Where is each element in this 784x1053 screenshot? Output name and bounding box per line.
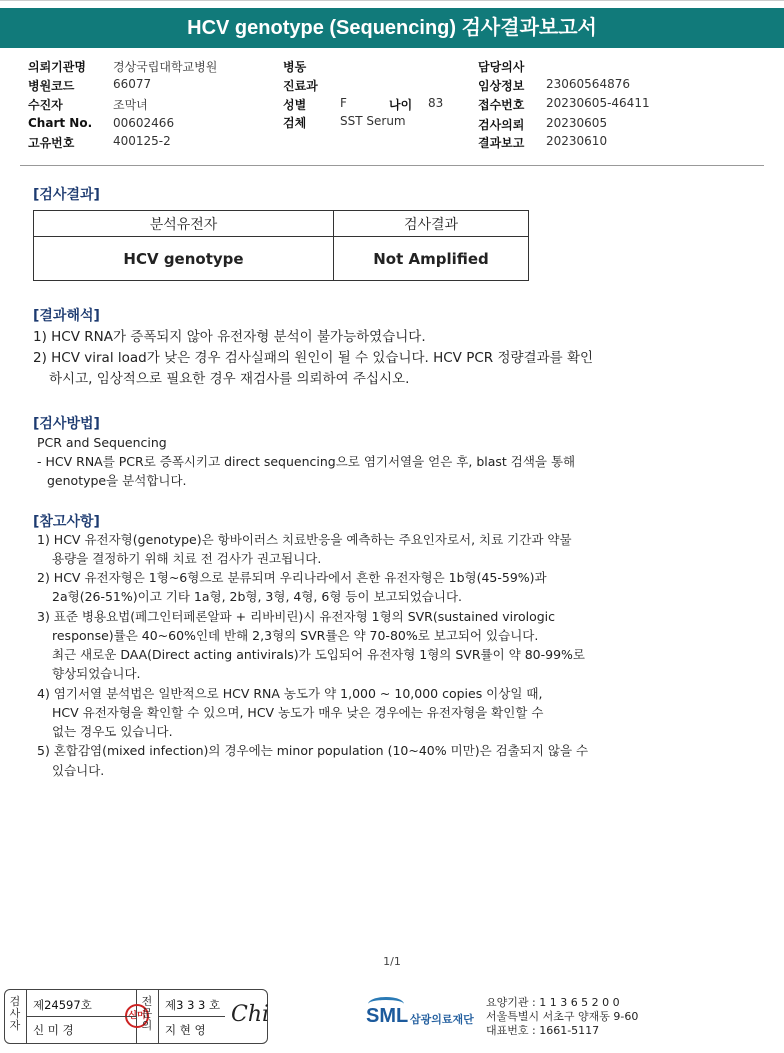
specimen-label: 검체 [283, 116, 307, 130]
examiner-label: 검사자 [9, 995, 21, 1032]
method-section-title: [검사방법] [33, 416, 100, 432]
specialist-name: 지 현 영 [165, 1023, 206, 1037]
reference-line: 3) 표준 병용요법(페그인터페론알파 + 리바비린)시 유전자형 1형의 SVR(sustained virologic [37, 609, 556, 624]
specialist-signature: Chi [231, 1002, 270, 1027]
result-section-title: [검사결과] [33, 187, 100, 203]
request-date-value: 20230605 [546, 116, 608, 130]
unique-no-value: 400125-2 [113, 134, 171, 148]
report-title: HCV genotype (Sequencing) 검사결과보고서 [0, 8, 784, 48]
method-line-1: PCR and Sequencing [37, 435, 167, 450]
reference-section-title: [참고사항] [33, 514, 100, 530]
reference-line: HCV 유전자형을 확인할 수 있으며, HCV 농도가 매우 낮은 경우에는 유전자형을 확인할 수 [52, 705, 544, 720]
gene-cell: HCV genotype [34, 237, 334, 281]
examiner-name: 신 미 경 [33, 1023, 74, 1037]
department-label: 진료과 [283, 79, 318, 93]
reference-line: 있습니다. [52, 763, 105, 778]
requesting-institution-value: 경상국립대학교병원 [113, 60, 218, 74]
top-rule [0, 0, 784, 8]
row-divider [27, 1016, 137, 1017]
reference-line: 1) HCV 유전자형(genotype)은 항바이러스 치료반응을 예측하는 주요인자로서, 치료 기간과 약물 [37, 532, 572, 547]
phone-number: 대표번호 : 1661-5117 [486, 1024, 600, 1037]
hospital-code-value: 66077 [113, 77, 152, 91]
sex-value: F [340, 96, 347, 110]
chart-no-value: 00602466 [113, 116, 175, 130]
doctor-label: 담당의사 [478, 60, 525, 74]
specimen-value: SST Serum [340, 114, 406, 128]
reference-line: 2) HCV 유전자형은 1형~6형으로 분류되며 우리나라에서 흔한 유전자형은 1b형(45-59%)과 [37, 570, 547, 585]
examiner-license: 제24597호 [33, 998, 92, 1012]
specialist-label-cell [137, 990, 159, 1043]
reference-line: 용량을 결정하기 위해 치료 전 검사가 권고됩니다. [52, 551, 322, 566]
result-table [33, 210, 529, 281]
chart-no-label: Chart No. [28, 116, 93, 130]
receipt-no-label: 접수번호 [478, 98, 525, 112]
interpretation-line-2b: 하시고, 임상적으로 필요한 경우 재검사를 의뢰하여 주십시오. [49, 371, 410, 387]
examiner-stamp: 신미 [125, 1004, 149, 1028]
hospital-code-label: 병원코드 [28, 79, 75, 93]
reference-line: 없는 경우도 있습니다. [52, 724, 173, 739]
patient-info [0, 55, 784, 165]
report-date-label: 결과보고 [478, 136, 525, 150]
method-line-2b: genotype을 분석합니다. [47, 473, 187, 488]
age-label: 나이 [389, 98, 413, 112]
logo-name: 삼광의료재단 [410, 1013, 474, 1026]
specialist-label: 전문의 [141, 995, 153, 1032]
row-divider [159, 1016, 225, 1017]
ward-label: 병동 [283, 60, 307, 74]
gene-column-header: 분석유전자 [34, 211, 334, 237]
reference-line: 향상되었습니다. [52, 666, 141, 681]
result-value-cell: Not Amplified [334, 237, 529, 281]
interpretation-line-1: 1) HCV RNA가 증폭되지 않아 유전자형 분석이 불가능하였습니다. [33, 329, 426, 345]
report-date-value: 20230610 [546, 134, 608, 148]
unique-no-label: 고유번호 [28, 136, 75, 150]
reference-line: 2a형(26-51%)이고 기타 1a형, 2b형, 3형, 4형, 6형 등이 보고되었습니다. [52, 589, 463, 604]
receipt-no-value: 20230605-46411 [546, 96, 650, 110]
sml-logo [366, 997, 486, 1037]
signature-box [4, 989, 268, 1044]
clinical-info-label: 임상정보 [478, 79, 525, 93]
info-divider [20, 165, 764, 166]
interpretation-section-title: [결과해석] [33, 308, 100, 324]
reference-line: 5) 혼합감염(mixed infection)의 경우에는 minor population (10~40% 미만)은 검출되지 않을 수 [37, 743, 589, 758]
reference-line: 최근 새로운 DAA(Direct acting antivirals)가 도입되어 유전자형 1형의 SVR률이 약 80-99%로 [52, 647, 585, 662]
specialist-license: 제3 3 3 호 [165, 998, 221, 1012]
requesting-institution-label: 의뢰기관명 [28, 60, 86, 74]
request-date-label: 검사의뢰 [478, 118, 525, 132]
patient-label: 수진자 [28, 98, 63, 112]
clinical-info-value: 23060564876 [546, 77, 630, 91]
agency-number: 요양기관 : 1 1 3 6 5 2 0 0 [486, 996, 620, 1009]
result-column-header: 검사결과 [334, 211, 529, 237]
logo-mark: SML [366, 1005, 409, 1027]
patient-value: 조막녀 [113, 98, 148, 112]
address: 서울특별시 서초구 양재동 9-60 [486, 1010, 639, 1023]
sex-label: 성별 [283, 98, 307, 112]
method-line-2a: - HCV RNA를 PCR로 증폭시키고 direct sequencing으로 염기서열을 얻은 후, blast 검색을 통해 [37, 454, 576, 469]
examiner-label-cell [5, 990, 27, 1043]
page-number: 1/1 [383, 955, 401, 968]
reference-line: 4) 염기서열 분석법은 일반적으로 HCV RNA 농도가 약 1,000 ~ 10,000 copies 이상일 때, [37, 686, 543, 701]
interpretation-line-2a: 2) HCV viral load가 낮은 경우 검사실패의 원인이 될 수 있습니다. HCV PCR 정량결과를 확인 [33, 350, 594, 366]
contact-info [486, 996, 638, 1038]
reference-line: response)률은 40~60%인데 반해 2,3형의 SVR률은 약 70-80%로 보고되어 있습니다. [52, 628, 539, 643]
age-value: 83 [428, 96, 444, 110]
